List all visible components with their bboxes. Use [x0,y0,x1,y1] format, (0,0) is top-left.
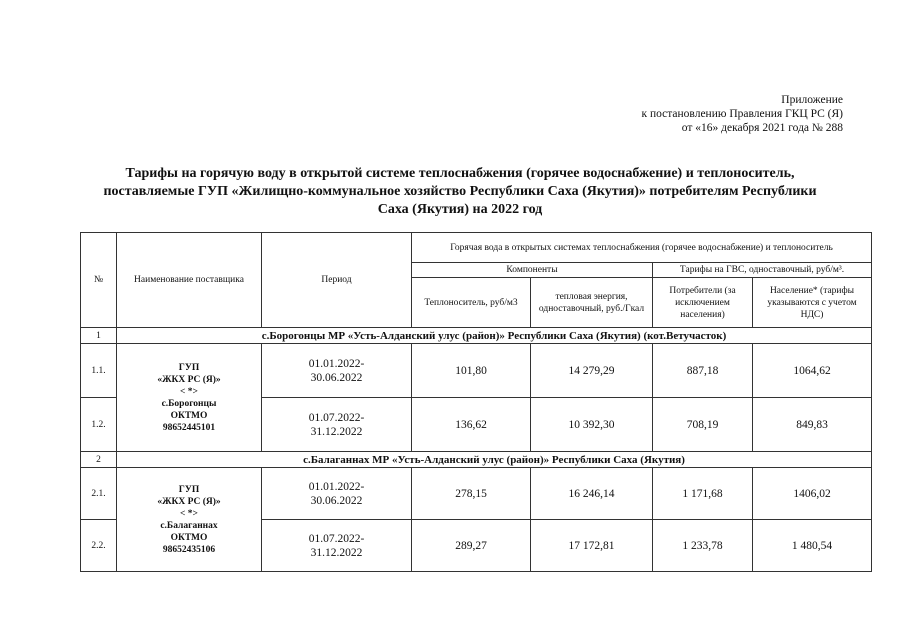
tariff-table [80,232,872,572]
section-row [81,452,872,468]
consumers-value: 708,19 [653,398,753,452]
supplier-line: < *> [180,508,198,519]
population-value: 1064,62 [753,344,872,398]
heat-value: 14 279,29 [531,344,653,398]
table-row [81,344,872,398]
period-start: 01.01.2022- [308,480,365,493]
period-cell [262,398,412,452]
period-end: 30.06.2022 [310,371,363,384]
coolant-value: 136,62 [412,398,531,452]
coolant-value: 278,15 [412,468,531,520]
title-line: Тарифы на горячую воду в открытой системе теплоснабжения (горячее водоснабжение) и теплоноситель, [125,166,795,181]
supplier-line: «ЖКХ РС (Я)» [157,374,221,385]
period-cell [262,468,412,520]
supplier-line: 98652445101 [162,422,216,433]
supplier-line: с.Балаганнах [160,520,218,531]
period-end: 31.12.2022 [310,425,363,438]
header-period: Период [262,233,412,328]
coolant-value: 101,80 [412,344,531,398]
heat-value: 16 246,14 [531,468,653,520]
section-row [81,328,872,344]
section-title: с.Борогонцы МР «Усть-Алданский улус (район)» Республики Саха (Якутия) (кот.Ветучасток) [117,328,872,344]
appendix-line: к постановлению Правления ГКЦ РС (Я) [641,108,843,120]
header-consumers: Потребители (за исключением населения) [653,278,753,328]
period-cell [262,344,412,398]
section-num: 1 [81,328,117,344]
header-hot-water: Горячая вода в открытых системах теплоснабжения (горячее водоснабжение) и теплоноситель [412,233,872,263]
row-num: 1.1. [81,344,117,398]
row-num: 1.2. [81,398,117,452]
title-line: Саха (Якутия) на 2022 год [377,202,543,217]
supplier-line: ОКТМО [170,532,208,543]
population-value: 1406,02 [753,468,872,520]
population-value: 1 480,54 [753,520,872,572]
row-num: 2.1. [81,468,117,520]
supplier-cell [117,344,262,452]
supplier-line: с.Борогонцы [161,398,217,409]
header-num: № [81,233,117,328]
period-start: 01.01.2022- [308,357,365,370]
header-coolant: Теплоноситель, руб/м3 [412,278,531,328]
period-start: 01.07.2022- [308,532,365,545]
supplier-line: ГУП [178,484,200,495]
header-row [81,233,872,263]
header-components: Компоненты [412,263,653,278]
population-value: 849,83 [753,398,872,452]
heat-value: 10 392,30 [531,398,653,452]
appendix-line: Приложение [781,94,843,106]
period-cell [262,520,412,572]
period-end: 31.12.2022 [310,546,363,559]
header-heat: тепловая энергия, одноставочный, руб./Гкал [531,278,653,328]
header-supplier: Наименование поставщика [117,233,262,328]
title-line: поставляемые ГУП «Жилищно-коммунальное хозяйство Республики Саха (Якутия)» потребителям Республики [103,184,817,199]
consumers-value: 887,18 [653,344,753,398]
section-num: 2 [81,452,117,468]
consumers-value: 1 233,78 [653,520,753,572]
supplier-cell [117,468,262,572]
consumers-value: 1 171,68 [653,468,753,520]
document-title [60,165,860,219]
header-population: Население* (тарифы указываются с учетом НДС) [753,278,872,328]
supplier-line: < *> [180,386,198,397]
coolant-value: 289,27 [412,520,531,572]
row-num: 2.2. [81,520,117,572]
period-end: 30.06.2022 [310,494,363,507]
section-title: с.Балаганнах МР «Усть-Алданский улус (район)» Республики Саха (Якутия) [117,452,872,468]
appendix-line: от «16» декабря 2021 года № 288 [681,122,843,134]
heat-value: 17 172,81 [531,520,653,572]
supplier-line: ОКТМО [170,410,208,421]
header-tariffs: Тарифы на ГВС, одноставочный, руб/м³. [653,263,872,278]
supplier-line: ГУП [178,362,200,373]
appendix-note [642,93,844,135]
table-row [81,468,872,520]
supplier-line: 98652435106 [162,544,216,555]
period-start: 01.07.2022- [308,411,365,424]
supplier-line: «ЖКХ РС (Я)» [157,496,221,507]
